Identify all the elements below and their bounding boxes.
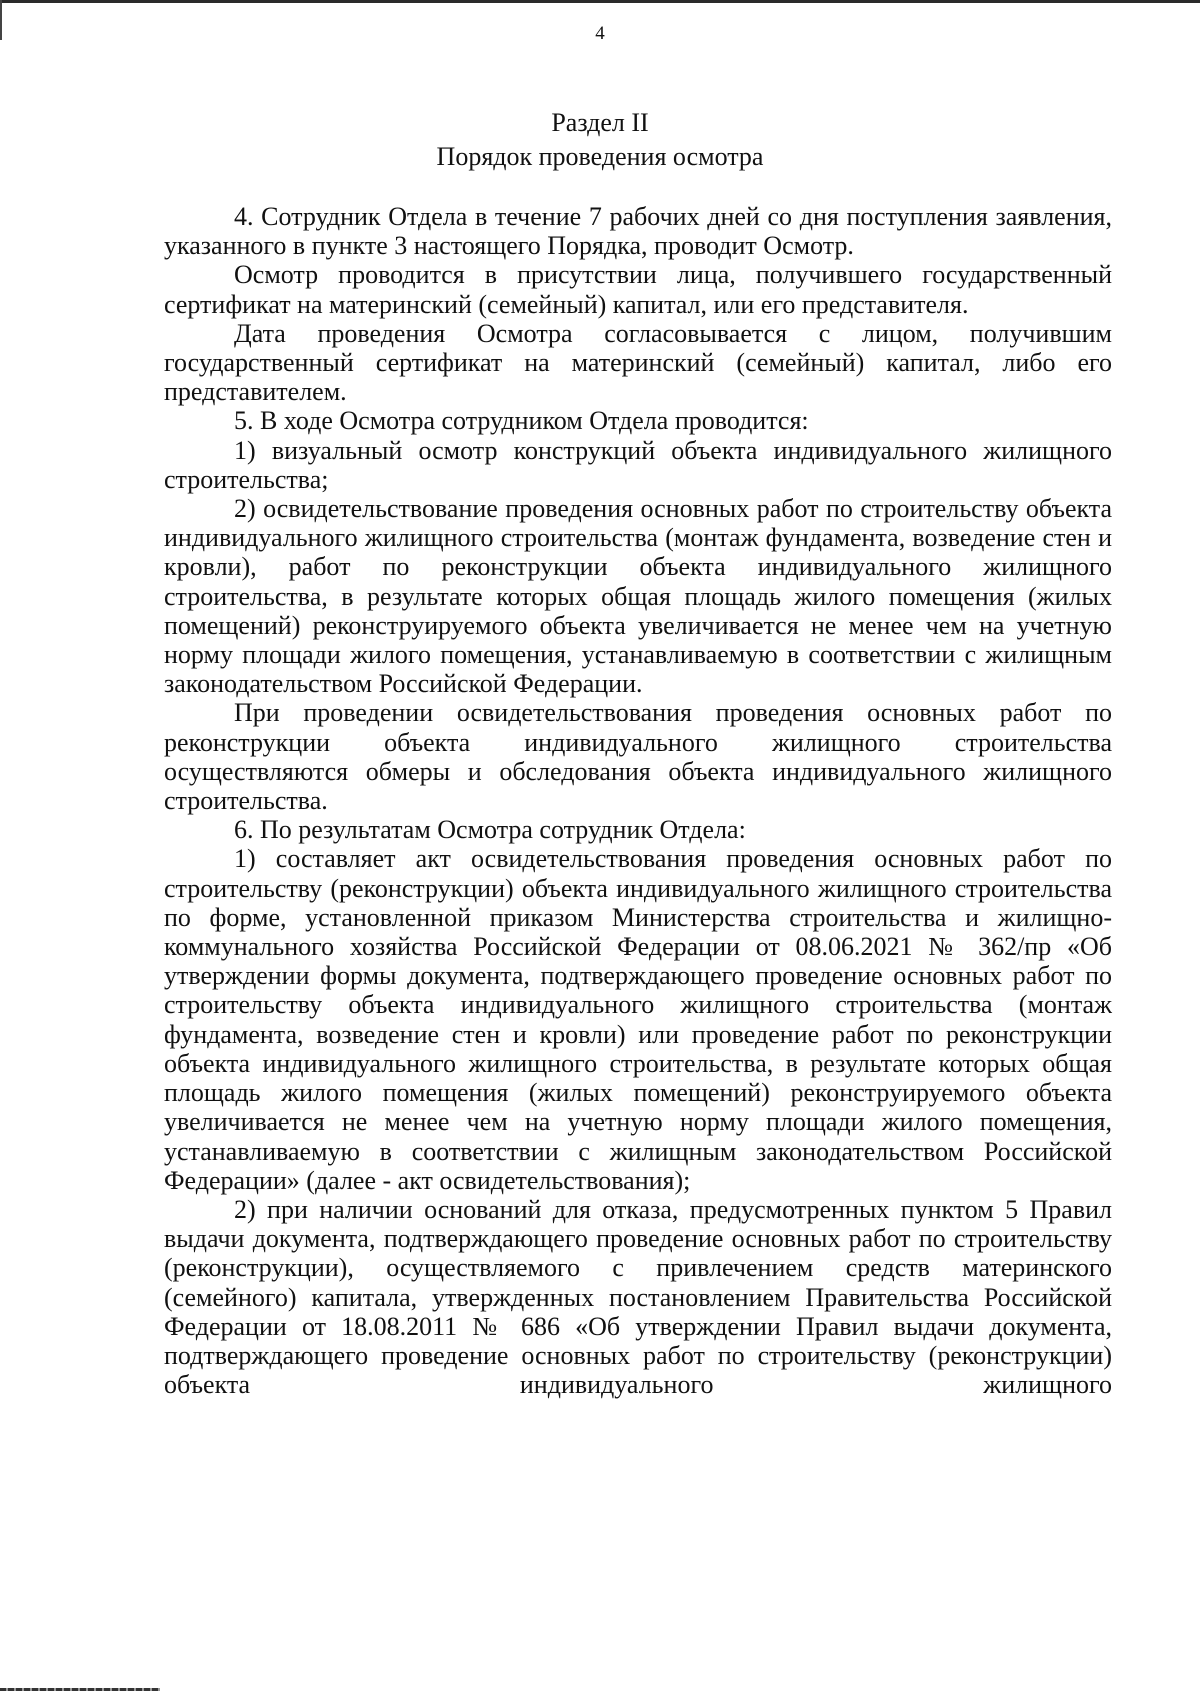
paragraph-5-2: 2) освидетельствование проведения основных работ по строительству объекта индивидуального жилищного строительства (монтаж фундамента, возведение стен и кровли), работ по реконструкции объекта индивидуального жилищного строительства, в результате которых общая площадь жилого помещения (жилых помещений) реконструируемого объекта увеличивается не менее чем на учетную норму площади жилого помещения, устанавливаемую в соответствии с жилищным законодательством Российской Федерации. xyxy=(164,494,1112,699)
paragraph-date: Дата проведения Осмотра согласовывается с лицом, получившим государственный сертификат на материнский (семейный) капитал, либо его представителем. xyxy=(164,318,1112,407)
section-title: Порядок проведения осмотра xyxy=(436,142,764,171)
section-label: Раздел II xyxy=(551,108,649,137)
paragraph-4: 4. Сотрудник Отдела в течение 7 рабочих дней со дня поступления заявления, указанного в пункте 3 настоящего Порядка, проводит Осмотр. xyxy=(164,202,1112,261)
paragraph-6-1: 1) составляет акт освидетельствования проведения основных работ по строительству (реконструкции) объекта индивидуального жилищного строительства по форме, установленной приказом Министерства строительства и жилищно-коммунального хозяйства Российской Федерации от 08.06.2021 № 362/пр «Об утверждении формы документа, подтверждающего проведение основных работ по строительству объекта индивидуального жилищного строительства (монтаж фундамента, возведение стен и кровли) или проведение работ по реконструкции объекта индивидуального жилищного строительства, в результате которых общая площадь жилого помещения (жилых помещений) реконструируемого объекта увеличивается не менее чем на учетную норму площади жилого помещения, устанавливаемую в соответствии с жилищным законодательством Российской Федерации» (далее - акт освидетельствования); xyxy=(164,844,1112,1195)
paragraph-6-2: 2) при наличии оснований для отказа, предусмотренных пунктом 5 Правил выдачи документа, подтверждающего проведение основных работ по строительству (реконструкции), осуществляемого с привлечением средств материнского (семейного) капитала, утвержденных постановлением Правительства Российской Федерации от 18.08.2011 № 686 «Об утверждении Правил выдачи документа, подтверждающего проведение основных работ по строительству (реконструкции) объекта индивидуального жилищного xyxy=(164,1194,1112,1400)
paragraph-6: 6. По результатам Осмотра сотрудник Отдела: xyxy=(234,815,746,845)
page-number: 4 xyxy=(595,23,605,44)
scan-edge-top xyxy=(0,0,1200,3)
scan-edge-bottom xyxy=(0,1688,160,1691)
paragraph-5: 5. В ходе Осмотра сотрудником Отдела проводится: xyxy=(234,406,809,436)
paragraph-reconstruction: При проведении освидетельствования проведения основных работ по реконструкции объекта индивидуального жилищного строительства осуществляются обмеры и обследования объекта индивидуального жилищного строительства. xyxy=(164,698,1112,816)
paragraph-presence: Осмотр проводится в присутствии лица, получившего государственный сертификат на материнский (семейный) капитал, или его представителя. xyxy=(164,260,1112,319)
document-body xyxy=(164,202,1112,1399)
paragraph-5-1: 1) визуальный осмотр конструкций объекта индивидуального жилищного строительства; xyxy=(164,435,1112,494)
